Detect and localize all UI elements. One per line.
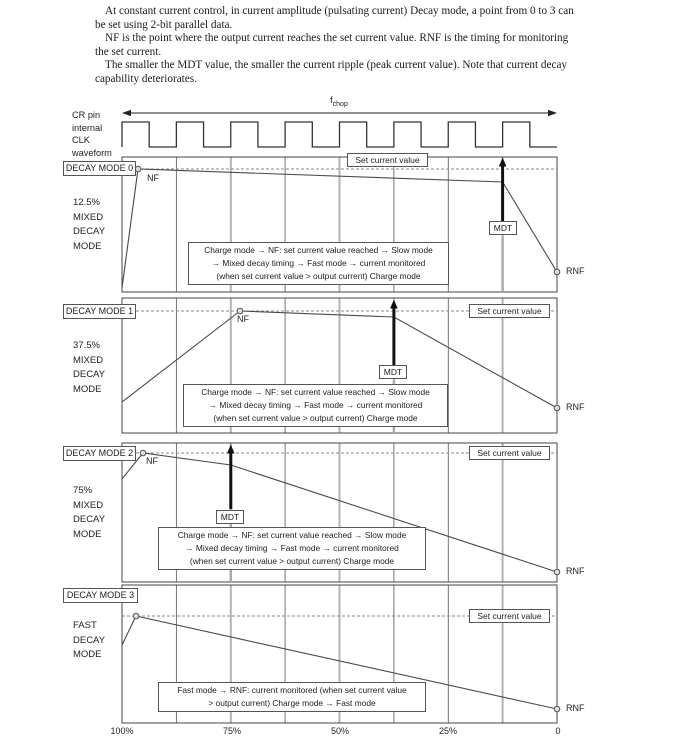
note-box-mode-3: [158, 682, 426, 712]
rnf-label: RNF: [566, 566, 585, 576]
set-current-value-box: Set current value: [469, 446, 550, 460]
axis-label-25: 25%: [438, 726, 457, 736]
note-line: Charge mode → NF: set current value reached → Slow mode: [204, 245, 433, 255]
cr-pin-label-line: CLK: [72, 135, 90, 146]
cr-pin-label-line: internal: [72, 122, 103, 133]
note-line: (when set current value > output current) Charge mode: [189, 556, 395, 566]
note-line: → Mixed decay timing → Fast mode → current monitored: [185, 543, 399, 553]
side-label-line: MODE: [73, 528, 102, 540]
side-label-line: MODE: [73, 240, 102, 252]
rnf-label: RNF: [566, 266, 585, 276]
decay-mode-0-box: DECAY MODE 0: [63, 161, 136, 176]
nf-label: NF: [146, 456, 158, 466]
intro-line: be set using 2-bit parallel data.: [95, 18, 233, 31]
axis-label-75: 75%: [222, 726, 241, 736]
decay-mode-1-box: DECAY MODE 1: [63, 304, 136, 319]
side-label-mode-2: [73, 484, 105, 542]
cr-pin-clk-label: [72, 109, 112, 159]
nf-label: NF: [237, 314, 249, 324]
axis-label-0: 0: [555, 726, 561, 736]
rnf-label: RNF: [566, 703, 585, 713]
cr-pin-label-line: waveform: [72, 147, 112, 158]
set-current-value-box: Set current value: [469, 304, 550, 318]
note-line: > output current) Charge mode → Fast mode: [208, 698, 376, 708]
mdt-box: MDT: [489, 221, 517, 235]
mdt-box: MDT: [216, 510, 244, 524]
side-label-line: DECAY: [73, 226, 106, 238]
fchop-base: f: [330, 95, 333, 105]
fchop-label: [299, 95, 379, 108]
side-label-line: MIXED: [73, 211, 104, 223]
side-label-line: 37.5%: [73, 340, 100, 351]
note-box-mode-0: [188, 242, 449, 285]
note-line: (when set current value > output current) Charge mode: [216, 271, 421, 281]
note-line: → Mixed decay timing → Fast mode → current monitored: [208, 400, 423, 410]
note-box-mode-2: [158, 527, 426, 570]
side-label-line: 75%: [73, 485, 93, 496]
cr-pin-label-line: CR pin: [72, 110, 101, 120]
side-label-line: DECAY: [73, 514, 106, 526]
side-label-line: FAST: [73, 620, 97, 631]
set-current-value-box: Set current value: [347, 153, 428, 167]
intro-line: The smaller the MDT value, the smaller the current ripple (peak current value). Note that current decay: [105, 59, 568, 71]
side-label-line: MODE: [73, 649, 102, 661]
intro-line: At constant current control, in current amplitude (pulsating current) Decay mode, a point from 0 to 3 can: [105, 5, 574, 17]
side-label-mode-1: [73, 339, 105, 397]
side-label-line: MIXED: [73, 499, 104, 511]
side-label-line: DECAY: [73, 369, 106, 381]
intro-text: [95, 5, 574, 86]
intro-line: capability deteriorates.: [95, 72, 197, 85]
rnf-label: RNF: [566, 402, 585, 412]
note-line: (when set current value > output current) Charge mode: [213, 413, 418, 423]
side-label-mode-0: [73, 196, 105, 254]
note-line: Charge mode → NF: set current value reached → Slow mode: [201, 387, 430, 397]
intro-line: the set current.: [95, 45, 162, 58]
note-line: Charge mode → NF: set current value reached → Slow mode: [177, 530, 407, 540]
side-label-mode-3: [73, 619, 105, 663]
note-line: Fast mode → RNF: current monitored (when set current value: [177, 685, 407, 695]
decay-mode-2-box: DECAY MODE 2: [63, 446, 136, 461]
mdt-box: MDT: [379, 365, 407, 379]
side-label-line: MODE: [73, 383, 102, 395]
side-label-line: DECAY: [73, 634, 106, 646]
set-current-value-box: Set current value: [469, 609, 550, 623]
axis-label-50: 50%: [330, 726, 349, 736]
side-label-line: MIXED: [73, 354, 104, 366]
decay-mode-3-box: DECAY MODE 3: [63, 588, 138, 603]
intro-line: NF is the point where the output current reaches the set current value. RNF is the timing for monitoring: [105, 32, 569, 44]
axis-label-100: 100%: [110, 726, 134, 736]
note-line: → Mixed decay timing → Fast mode → current monitored: [211, 258, 426, 268]
fchop-subscript: chop: [332, 100, 348, 108]
nf-label: NF: [147, 173, 159, 183]
side-label-line: 12.5%: [73, 197, 100, 208]
note-box-mode-1: [183, 384, 448, 427]
